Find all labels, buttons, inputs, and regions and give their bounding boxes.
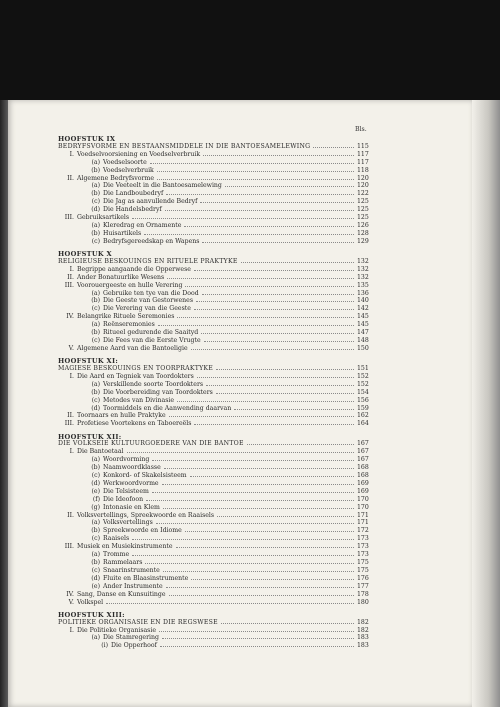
dot-leader [160,642,354,647]
toc-entry [58,559,371,567]
entry-title: Rammelaars [103,559,143,567]
entry-number: III. [64,420,74,428]
dot-leader [169,591,354,596]
toc-entry [58,456,371,464]
dot-leader [106,599,354,604]
toc-entry [58,230,371,238]
dot-leader [203,151,354,156]
toc-entry [58,535,371,543]
entry-title: Die Opperhoof [111,642,157,650]
toc-entry [58,527,371,535]
toc-entry [58,175,371,183]
toc-entry [58,190,371,198]
entry-title: Tromme [103,551,130,559]
dot-leader [234,405,354,410]
entry-number: (b) [91,388,100,396]
dot-leader [177,313,354,318]
entry-title: Die Bantoetaal [77,448,124,456]
entry-number: IV. [66,313,74,321]
entry-number: (c) [91,472,100,480]
dot-leader [150,159,354,164]
toc-entry [58,488,371,496]
chapter-heading: HOOFSTUK X [58,249,112,258]
dot-leader [191,575,354,580]
entry-title: Voedselsoorte [103,158,147,166]
page-number: 167 [357,448,369,456]
toc-entry [58,551,371,559]
entry-title: Gebruiksartikels [77,214,130,222]
chapter-heading: HOOFSTUK XIII: [58,610,125,619]
toc-entry [58,389,371,397]
page-number: 152 [357,380,369,388]
entry-number: (a) [91,221,100,229]
toc-entry [58,480,371,488]
dot-leader [247,440,354,445]
entry-title: Die Voorbereiding van Toordokters [103,388,213,396]
dot-leader [152,456,354,461]
dot-leader [194,420,354,425]
chapter-title: BEDRYFSVORME EN BESTAANSMIDDELE IN DIE BANTOESAMELEWING [58,142,311,150]
page-number: 175 [357,559,369,567]
page-number: 170 [357,495,369,503]
toc-entry [58,222,371,230]
toc-entry [58,567,371,575]
entry-title: Volksvertellings, Spreekwoorde en Raaisels [77,511,215,519]
toc-entry [58,282,371,290]
entry-number: (b) [91,464,100,472]
entry-number: (i) [101,642,108,650]
toc-entry [58,599,371,607]
toc-entry [58,464,371,472]
toc-entry [58,305,371,313]
entry-number: III. [64,281,74,289]
dot-leader [166,583,354,588]
toc-entry [58,583,371,591]
entry-number: (c) [91,237,100,245]
entry-title: Sang, Danse en Kunsuitinge [77,590,166,598]
dot-leader [162,480,354,485]
entry-title: Die Telsisteem [103,487,149,495]
toc-entry [58,329,371,337]
page-number: 169 [357,479,369,487]
entry-number: I. [69,626,74,634]
toc-entry [58,373,371,381]
page-number: 164 [357,420,369,428]
toc-entry [58,313,371,321]
entry-number: (e) [91,487,100,495]
entry-number: (a) [91,519,100,527]
toc-entry [58,345,371,353]
page-number: 175 [357,566,369,574]
dot-leader [177,397,354,402]
page-number: 132 [357,273,369,281]
entry-title: Musiek en Musiekinstrumente [77,543,173,551]
page-number: 148 [357,336,369,344]
toc-entry [58,627,371,635]
entry-number: I. [69,372,74,380]
entry-number: IV. [66,590,74,598]
page-number: 182 [357,618,369,626]
dot-leader [156,519,354,524]
dot-leader [194,266,354,271]
table-of-contents [58,136,371,650]
dot-leader [241,258,354,263]
entry-title: Die Veeteelt in die Bantoesamelewing [103,182,222,190]
entry-title: Naamwoordklasse [103,464,161,472]
entry-number: (a) [91,380,100,388]
entry-title: Spreekwoorde en Idiome [103,527,182,535]
entry-number: (c) [91,566,100,574]
entry-number: (a) [91,158,100,166]
entry-number: (b) [91,297,100,305]
page-number: 183 [357,634,369,642]
entry-number: (b) [91,190,100,198]
page-number: 169 [357,487,369,495]
dot-leader [216,389,354,394]
toc-entry [58,214,371,222]
page-number: 168 [357,464,369,472]
entry-title: Voedselvoorsiening en Voedselverbruik [77,150,201,158]
page-number: 136 [357,289,369,297]
toc-entry [58,543,371,551]
entry-title: Die Landboubedryf [103,190,164,198]
dot-leader [157,175,354,180]
dot-leader [162,634,354,639]
dot-leader [152,488,354,493]
page-number: 172 [357,527,369,535]
entry-title: Die Ideofoon [103,495,144,503]
entry-title: Begrippe aangaande die Opperwese [77,265,191,273]
page-column-label: Bls. [355,126,367,133]
dot-leader [225,182,354,187]
entry-title: Die Verering van die Geeste [103,305,191,313]
chapter-heading: HOOFSTUK XI: [58,357,119,366]
page-number: 129 [357,237,369,245]
page-number: 173 [357,535,369,543]
chapter-heading: HOOFSTUK IX [58,135,116,143]
page-number: 183 [357,642,369,650]
entry-number: II. [67,174,74,182]
toc-entry [58,381,371,389]
dot-leader [176,543,354,548]
entry-title: Ritueel gedurende die Saaityd [103,329,199,337]
page-number: 117 [357,158,369,166]
toc-entry [58,266,371,274]
entry-title: Werkwoordvorme [103,479,159,487]
chapter-title-row [58,143,371,151]
page-number: 132 [357,257,369,265]
entry-title: Voorouergeeste en hulle Verering [77,281,183,289]
chapter-title: MAGIESE BESKOUINGS EN TOORPRAKTYKE [58,364,214,372]
scanner-left-edge [0,100,8,707]
page-number: 142 [357,305,369,313]
page-number: 173 [357,551,369,559]
entry-number: (a) [91,182,100,190]
toc-entry [58,472,371,480]
dot-leader [163,504,354,509]
page-right-edge [472,100,500,707]
entry-number: (c) [91,396,100,404]
toc-entry [58,198,371,206]
dot-leader [217,512,354,517]
entry-title: Die Aard en Tegniek van Toordokters [77,372,194,380]
entry-number: V. [68,344,74,352]
entry-number: (c) [91,198,100,206]
toc-entry [58,297,371,305]
page-number: 162 [357,412,369,420]
dot-leader [190,472,354,477]
entry-number: (g) [91,503,100,511]
entry-title: Die Jag as aanvullende Bedryf [103,198,198,206]
page-number: 167 [357,456,369,464]
entry-title: Volksvertellings [103,519,153,527]
page-number: 117 [357,150,369,158]
entry-number: (a) [91,321,100,329]
dot-leader [202,290,354,295]
entry-number: (e) [91,582,100,590]
chapter-title-row [58,258,371,266]
page-number: 147 [357,329,369,337]
toc-entry [58,274,371,282]
entry-number: (a) [91,634,100,642]
dot-leader [132,551,354,556]
entry-number: (b) [91,229,100,237]
entry-number: (a) [91,456,100,464]
page-number: 154 [357,388,369,396]
page-number: 182 [357,626,369,634]
page-number: 125 [357,198,369,206]
page-number: 125 [357,214,369,222]
toc-entry [58,496,371,504]
dot-leader [221,619,354,624]
entry-title: Ander Instrumente [103,582,163,590]
page-number: 115 [357,142,369,150]
toc-entry [58,448,371,456]
entry-title: Metodes van Divinasie [103,396,175,404]
entry-number: I. [69,265,74,273]
toc-entry [58,321,371,329]
entry-number: (b) [91,559,100,567]
chapter-title: POLITIEKE ORGANISASIE EN DIE REGSWESE [58,618,218,626]
entry-title: Intonasie en Klem [103,503,160,511]
chapter-title-row [58,440,371,448]
dot-leader [166,190,354,195]
page-number: 159 [357,404,369,412]
entry-number: (a) [91,289,100,297]
page-number: 152 [357,372,369,380]
page-number: 125 [357,206,369,214]
entry-title: Volkspel [77,598,104,606]
entry-title: Reënseremonies [103,321,155,329]
toc-entry [58,512,371,520]
dot-leader [196,297,354,302]
chapter-title-row [58,619,371,627]
page-number: 145 [357,313,369,321]
dot-leader [201,329,354,334]
entry-title: Toormiddels en die Aanwending daarvan [103,404,232,412]
page-number: 171 [357,511,369,519]
entry-number: (d) [91,574,100,582]
toc-entry [58,182,371,190]
page-number: 171 [357,519,369,527]
page-number: 168 [357,472,369,480]
entry-title: Profetiese Voortekens en Taboereëls [77,420,192,428]
dot-leader [313,143,354,148]
page-number: 167 [357,440,369,448]
entry-number: II. [67,511,74,519]
dot-leader [157,167,354,172]
entry-title: Die Stamregering [103,634,159,642]
entry-number: I. [69,150,74,158]
toc-entry [58,151,371,159]
page-number: 176 [357,574,369,582]
page-number: 173 [357,543,369,551]
entry-title: Konkord- of Skakelsisteem [103,472,187,480]
toc-entry [58,642,371,650]
scanner-top-band [0,0,500,100]
dot-leader [144,230,354,235]
toc-entry [58,238,371,246]
entry-number: I. [69,448,74,456]
chapter-heading: HOOFSTUK XII: [58,432,122,441]
page-number: 126 [357,221,369,229]
toc-entry [58,290,371,298]
toc-entry [58,337,371,345]
entry-title: Belangrike Rituele Seremonies [77,313,175,321]
toc-entry [58,519,371,527]
entry-title: Huisartikels [103,229,142,237]
dot-leader [216,365,354,370]
dot-leader [185,282,354,287]
page-number: 151 [357,364,369,372]
dot-leader [200,198,354,203]
entry-number: III. [64,214,74,222]
dot-leader [184,222,354,227]
entry-number: (b) [91,329,100,337]
entry-title: Algemene Bedryfsvorme [77,174,155,182]
page-number: 180 [357,598,369,606]
entry-number: (b) [91,527,100,535]
dot-leader [185,527,354,532]
entry-title: Verskillende soorte Toordokters [103,380,204,388]
entry-title: Voedselverbruik [103,166,154,174]
entry-number: (d) [91,404,100,412]
page-number: 132 [357,265,369,273]
dot-leader [202,238,354,243]
toc-entry [58,412,371,420]
dot-leader [191,345,354,350]
entry-number: II. [67,412,74,420]
entry-number: (b) [91,166,100,174]
toc-entry [58,159,371,167]
chapter-title: RELIGIEUSE BESKOUINGS EN RITUELE PRAKTYKE [58,257,238,265]
dot-leader [127,448,354,453]
entry-number: (a) [91,551,100,559]
dot-leader [158,321,354,326]
entry-title: Die Fees van die Eerste Vrugte [103,336,201,344]
page-number: 177 [357,582,369,590]
entry-title: Die Politieke Organisasie [77,626,156,634]
chapter-title: DIE VOLKSEIE KULTUURGOEDERE VAN DIE BANTOE [58,440,244,448]
dot-leader [169,412,354,417]
page-number: 145 [357,321,369,329]
dot-leader [132,214,354,219]
dot-leader [165,206,354,211]
page-number: 156 [357,396,369,404]
page-number: 140 [357,297,369,305]
dot-leader [194,305,354,310]
entry-title: Bedryfsgereedskap en Wapens [103,237,200,245]
dot-leader [197,373,354,378]
toc-entry [58,591,371,599]
page-number: 128 [357,229,369,237]
chapter-title-row [58,365,371,373]
dot-leader [167,274,354,279]
entry-number: III. [64,543,74,551]
entry-title: Fluite en Blaasinstrumente [103,574,189,582]
page-number: 122 [357,190,369,198]
toc-entry [58,420,371,428]
dot-leader [204,337,354,342]
page-number: 178 [357,590,369,598]
entry-title: Kleredrag en Ornamente [103,221,182,229]
entry-title: Gebruike ten tye van die Dood [103,289,199,297]
entry-title: Snaarinstrumente [103,566,160,574]
page-number: 118 [357,166,369,174]
dot-leader [163,567,354,572]
entry-title: Toornaars en hulle Praktyke [77,412,166,420]
page-number: 170 [357,503,369,511]
toc-entry [58,206,371,214]
entry-title: Woordvorming [103,456,150,464]
toc-entry [58,575,371,583]
entry-number: (d) [91,206,100,214]
toc-entry [58,504,371,512]
entry-number: (d) [91,479,100,487]
page-number: 150 [357,344,369,352]
entry-title: Raaisels [103,535,130,543]
toc-entry [58,405,371,413]
entry-number: (c) [91,336,100,344]
toc-entry [58,167,371,175]
dot-leader [164,464,354,469]
toc-entry [58,397,371,405]
entry-number: (c) [91,535,100,543]
entry-title: Algemene Aard van die Bantoeligie [77,344,188,352]
dot-leader [146,496,354,501]
dot-leader [132,535,354,540]
entry-number: (f) [92,495,100,503]
page-number: 135 [357,281,369,289]
entry-title: Die Geeste van Gestorwenes [103,297,193,305]
entry-number: V. [68,598,74,606]
entry-title: Die Handelsbedryf [103,206,162,214]
entry-title: Ander Bonatuurlike Wesens [77,273,165,281]
toc-entry [58,634,371,642]
page-number: 120 [357,182,369,190]
dot-leader [159,627,354,632]
entry-number: (c) [91,305,100,313]
entry-number: II. [67,273,74,281]
page-number: 120 [357,174,369,182]
dot-leader [145,559,354,564]
dot-leader [206,381,354,386]
